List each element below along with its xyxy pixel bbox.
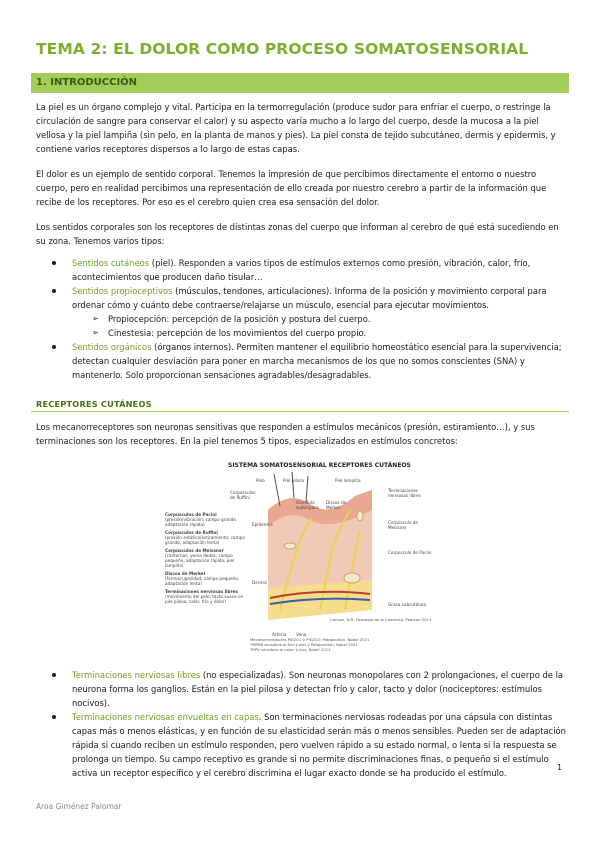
hair — [292, 472, 294, 498]
figure-label: Corpúsculo de Meissner — [388, 520, 418, 530]
arrow-bullet-icon: ➢ — [92, 328, 99, 337]
sub-list-item — [36, 326, 566, 340]
bullet-icon — [52, 261, 56, 265]
sub-list-item-text: Propiocepción: percepción de la posición y postura del cuerpo. — [108, 314, 371, 324]
intro-paragraph-3-text: Los sentidos corporales son los receptores de distintas zonas del cuerpo que informan al cerebro de qué está sucediendo en su zona. Tenemos varios tipos: — [36, 222, 559, 246]
list-item-text: (órganos internos). Permiten mantener el equilibrio homeostático esencial para la supervivencia; detectan cualquier desviación para poner en marcha mecanismos de los que no somos conscientes (SNA) y mantenerlo. Solo proporcionan sensaciones agradables/desagradables. — [72, 342, 562, 380]
section-header-introduccion — [31, 73, 569, 93]
sub-list-item-text: Cinestesia: percepción de los movimientos del cuerpo propio. — [108, 328, 367, 338]
figure-notes — [250, 638, 410, 652]
intro-paragraph-3 — [36, 220, 566, 248]
subsection-heading: RECEPTORES CUTÁNEOS — [36, 399, 152, 409]
list-item-text: (piel). Responden a varios tipos de estímulos externos como presión, vibración, calor, frío, acontecimientos que producen daño tisular… — [72, 258, 531, 282]
legend-item-name: Corpúsculos de Meissner — [165, 548, 224, 553]
term-label: Sentidos orgánicos — [72, 342, 152, 352]
term-label: Terminaciones nerviosas envueltas en capas — [72, 712, 259, 722]
meissner-corpuscle — [357, 511, 363, 521]
pacini-corpuscle — [344, 573, 360, 583]
legend-item-name: Corpúsculos de Ruffini — [165, 530, 218, 535]
legend-item — [165, 589, 251, 604]
receptors-intro-paragraph — [36, 420, 566, 448]
senses-list — [36, 256, 566, 382]
figure-label: Corpúsculo de Pacini — [388, 550, 432, 555]
figure-label: Vena — [296, 632, 307, 637]
figure-label: Discos de Merkel — [326, 500, 347, 510]
list-item — [36, 256, 566, 284]
intro-paragraph-1-text: La piel es un órgano complejo y vital. Participa en la termorregulación (produce sudor para enfriar el cuerpo, o restringe la circulación de sangre para conservar el calor) y su aspecto varía mucho a lo largo del cuerpo, desde la mucosa a la piel vellosa y la piel lampiña (sin pelo, en la planta de manos y pies). La piel consta de tejido subcutáneo, dermis y epidermis, y contiene varios receptores dispersos a lo largo de estas capas. — [36, 102, 556, 154]
section-header-label: 1. INTRODUCCIÓN — [36, 77, 138, 88]
bullet-icon — [52, 345, 56, 349]
intro-paragraph-1 — [36, 100, 566, 156]
figure-note: Mecanorreceptores PIEZO1 y PIEZO2: Patapoutian, Nobel 2021 — [250, 637, 370, 642]
figure-title: SISTEMA SOMATOSENSORIAL RECEPTORES CUTÁNEOS — [228, 462, 411, 469]
figure-label: Piel pilosa — [283, 478, 304, 483]
legend-item-desc: (contornos, yema dedos; campo pequeño, adaptación rápida, piel lampiña) — [165, 553, 235, 568]
figure-label: Epidermis — [252, 522, 273, 527]
legend-item-desc: (forma/rugosidad; campo pequeño, adaptación lenta) — [165, 576, 240, 586]
figure-note: TRPM8 sensibles al frío: Julius y Patapoutian, Nobel 2021 — [250, 641, 358, 647]
list-item — [36, 340, 566, 382]
hair — [274, 474, 280, 506]
list-item — [36, 284, 566, 312]
list-item-text: (músculos, tendones, articulaciones). Informa de la posición y movimiento corporal para ordenar cómo y cuánto debe contraerse/relajarse un músculo, esencial para ejecutar movimientos. — [72, 286, 547, 310]
skin-cross-section-illustration — [260, 470, 380, 630]
figure-label: Corpúsculos de Ruffini — [230, 490, 256, 500]
legend-item-name: Corpúsculos de Pacini — [165, 512, 217, 517]
list-item-text: . Son terminaciones nerviosas rodeadas por una cápsula con distintas capas más o menos elásticas, y en función de su elasticidad serán más o menos sensibles. Pueden ser de adaptación rápida si cuando reciben un estímulo responden, pero vuelven rápido a su estado normal, o lenta si la respuesta se prolonga un tiempo. Su campo receptivo es grande si no permite discriminaciones finas, o pequeño si el estímulo activa un receptor específico y el cerebro discrimina el lugar exacto donde se ha producido el estímulo. — [72, 712, 566, 778]
list-item — [36, 668, 566, 710]
figure-label: Piel lampiña — [335, 478, 361, 483]
figure-label: Dermis — [252, 580, 267, 585]
list-item-text: (no especializadas). Son neuronas monopolares con 2 prolongaciones, el cuerpo de la neurona forma los ganglios. Están en la piel pilosa y detectan frío y calor, tacto y dolor (nociceptores: estímulos nocivos). — [72, 670, 564, 708]
bullet-icon — [52, 289, 56, 293]
legend-item — [165, 512, 251, 527]
list-item — [36, 710, 566, 780]
figure-credit: Carlson, N.R. Fisiología de la Conducta. Pearson 2014 — [330, 617, 432, 622]
legend-item-desc: (presión estática/estiramiento; campo grande, adaptación lenta) — [165, 535, 245, 545]
ruffini-corpuscle — [284, 543, 296, 549]
document-title: TEMA 2: EL DOLOR COMO PROCESO SOMATOSENSORIAL — [36, 40, 529, 58]
term-label: Sentidos propioceptivos — [72, 286, 173, 296]
figure-label: Terminaciones nerviosas libres — [388, 488, 421, 498]
legend-item — [165, 548, 251, 568]
legend-item-desc: (movimiento del pelo, tacto suave en piel pilosa, calor, frío y dolor) — [165, 594, 244, 604]
intro-paragraph-2-text: El dolor es un ejemplo de sentido corporal. Tenemos la impresión de que percibimos directamente el entorno o nuestro cuerpo, pero en realidad percibimos una representación de ello creada por nuestro cerebro a partir de la información que recibe de los receptores. Por eso es el cerebro quien crea esa sensación del dolor. — [36, 169, 547, 207]
bullet-icon — [52, 715, 56, 719]
bullet-icon — [52, 673, 56, 677]
figure-label: Grasa subcutánea — [388, 602, 427, 607]
legend-item-desc: (presión/vibración; campo grande, adaptación rápida) — [165, 517, 238, 527]
intro-paragraph-2 — [36, 167, 566, 209]
sub-list-item — [36, 312, 566, 326]
legend-item — [165, 530, 251, 545]
figure-note: TRPV sensibles al calor: Julius, Nobel 2021 — [250, 646, 331, 652]
receptors-list — [36, 668, 566, 780]
arrow-bullet-icon: ➢ — [92, 314, 99, 323]
hair — [306, 476, 308, 502]
term-label: Terminaciones nerviosas libres — [72, 670, 201, 680]
legend-item-name: Terminaciones nerviosas libres — [165, 589, 238, 594]
footer-author: Aroa Giménez Palomar — [36, 802, 122, 811]
figure-label: Pelo — [256, 478, 265, 483]
figure-label: Arteria — [272, 632, 287, 637]
legend-item — [165, 571, 251, 586]
subsection-divider — [31, 411, 569, 412]
term-label: Sentidos cutáneos — [72, 258, 150, 268]
receptors-intro-text: Los mecanorreceptores son neuronas sensitivas que responden a estímulos mecánicos (presión, estiramiento…), y sus terminaciones son los receptores. En la piel tenemos 5 tipos, especializados en estímulos concretos: — [36, 422, 535, 446]
legend-item-name: Discos de Merkel — [165, 571, 206, 576]
figure-legend — [165, 512, 251, 604]
page-number: 1 — [557, 763, 563, 772]
figure-label: Glándula sudorípara — [296, 500, 319, 510]
